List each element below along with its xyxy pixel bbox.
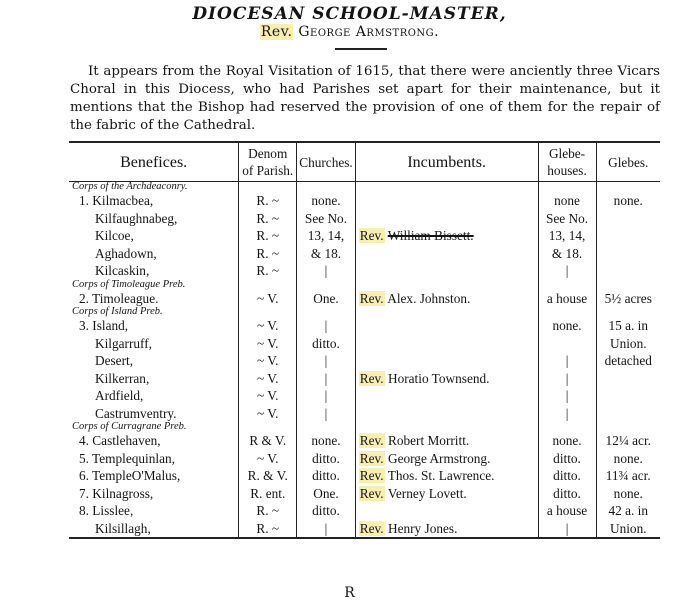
denom-cell <box>239 422 297 432</box>
benefice-cell: 4. Castlehaven, <box>79 433 161 448</box>
glebehouse-cell: ditto. <box>538 450 596 468</box>
schoolmaster-name: George Armstrong. <box>298 24 440 40</box>
incumbent-cell <box>355 387 538 405</box>
glebehouse-cell: | <box>538 370 596 388</box>
glebehouse-cell: | <box>538 262 596 280</box>
denom-cell: ~ V. <box>239 450 297 468</box>
table-row <box>69 387 660 405</box>
incumbent-name: William Bissett. <box>387 228 474 243</box>
glebehouse-cell: none. <box>538 432 596 450</box>
incumbent-cell <box>355 317 538 335</box>
denom-cell: R. ~ <box>239 210 297 228</box>
churches-cell: One. <box>297 485 356 503</box>
table-row <box>69 192 660 210</box>
rev-label: Rev. <box>359 433 384 448</box>
benefice-cell: 3. Island, <box>79 318 129 333</box>
glebehouse-cell: none <box>538 192 596 210</box>
glebe-cell: none. <box>596 192 660 210</box>
table-row <box>69 352 660 370</box>
col-glebehouses: Glebe-houses. <box>538 142 596 182</box>
churches-cell: | <box>297 370 356 388</box>
churches-cell: | <box>297 405 356 423</box>
churches-cell: | <box>297 317 356 335</box>
benefice-cell: Desert, <box>95 353 134 368</box>
glebe-cell: Union. <box>596 520 660 539</box>
table-row <box>69 405 660 423</box>
benefice-cell: Aghadown, <box>95 245 157 261</box>
denom-cell: ~ V. <box>239 352 297 370</box>
table-row <box>69 335 660 353</box>
glebehouse-cell <box>538 307 596 317</box>
page-subtitle <box>0 24 699 40</box>
title-rule <box>335 48 387 50</box>
benefice-cell: Castrumventry. <box>95 405 177 421</box>
denom-cell: ~ V. <box>239 317 297 335</box>
incumbent-cell <box>355 432 538 450</box>
glebehouse-cell: | <box>538 405 596 423</box>
glebe-cell <box>596 370 660 388</box>
table-row <box>69 227 660 245</box>
group-label: Corps of Timoleague Preb. <box>72 278 186 290</box>
denom-cell <box>239 182 297 193</box>
incumbent-cell <box>355 227 538 245</box>
table-row <box>69 467 660 485</box>
glebehouse-cell: none. <box>538 317 596 335</box>
churches-cell: | <box>297 262 356 280</box>
group-label: Corps of the Archdeaconry. <box>72 181 188 192</box>
churches-cell: ditto. <box>297 502 356 520</box>
churches-cell <box>297 182 356 193</box>
glebe-cell <box>596 422 660 432</box>
rev-label: Rev. <box>359 485 384 501</box>
churches-cell: none. <box>297 192 356 210</box>
glebe-cell: Union. <box>596 335 660 353</box>
glebe-cell: 5½ acres <box>596 290 660 308</box>
churches-cell: | <box>297 352 356 370</box>
glebehouse-cell: ditto. <box>538 467 596 485</box>
churches-cell: ditto. <box>297 450 356 468</box>
benefice-cell: 1. Kilmacbea, <box>79 193 154 208</box>
rev-label: Rev. <box>359 450 384 466</box>
glebe-cell <box>596 387 660 405</box>
churches-cell: One. <box>297 290 356 308</box>
benefice-cell: Kilsillagh, <box>69 520 239 539</box>
benefice-cell: Kilgarruff, <box>95 335 152 351</box>
glebehouse-cell: | <box>538 352 596 370</box>
glebehouse-cell: 13, 14, <box>538 227 596 245</box>
glebe-cell <box>596 280 660 290</box>
rev-label: Rev. <box>359 370 384 386</box>
churches-cell: See No. <box>297 210 356 228</box>
denom-cell <box>239 280 297 290</box>
benefice-cell: 7. Kilnagross, <box>79 485 154 501</box>
group-label: Corps of Island Preb. <box>72 306 163 317</box>
table-row <box>69 450 660 468</box>
benefice-cell: 2. Timoleague. <box>79 290 159 306</box>
intro-text: It appears from the Royal Visitation of 1615, that there were anciently three Vicars Choral in this Diocess, who had Parishes set apart for their maintenance, but it mentions that the Bishop had reserved the provision of one of them for the repair of the fabric of the Cathedral. <box>70 64 660 133</box>
group-row <box>69 307 660 317</box>
incumbent-cell <box>355 192 538 210</box>
glebehouse-cell: | <box>538 520 596 539</box>
table-row <box>69 290 660 308</box>
incumbent-cell <box>355 280 538 290</box>
denom-cell: R & V. <box>239 432 297 450</box>
glebe-cell <box>596 227 660 245</box>
churches-cell: | <box>297 520 356 539</box>
rev-label: Rev. <box>260 24 293 40</box>
incumbent-cell <box>355 520 538 539</box>
incumbent-cell <box>355 210 538 228</box>
glebe-cell <box>596 245 660 263</box>
table-header <box>69 142 660 182</box>
incumbent-cell <box>355 290 538 308</box>
denom-cell: R. ent. <box>239 485 297 503</box>
benefices-table <box>69 141 660 539</box>
table-row <box>69 210 660 228</box>
group-row <box>69 182 660 193</box>
glebe-cell: 11¾ acr. <box>596 467 660 485</box>
churches-cell: ditto. <box>297 467 356 485</box>
table-row <box>69 485 660 503</box>
denom-cell: R. ~ <box>239 520 297 539</box>
denom-cell: R. ~ <box>239 502 297 520</box>
benefice-cell: Kilcaskin, <box>95 263 150 278</box>
rev-label: Rev. <box>359 290 384 306</box>
incumbent-name: Verney Lovett. <box>387 485 467 501</box>
glebehouse-cell: a house <box>538 502 596 520</box>
rev-label: Rev. <box>359 468 384 483</box>
glebehouse-cell <box>538 335 596 353</box>
glebehouse-cell: | <box>538 387 596 405</box>
glebe-cell <box>596 262 660 280</box>
denom-cell: ~ V. <box>239 370 297 388</box>
incumbent-cell <box>355 182 538 193</box>
incumbent-name: Henry Jones. <box>387 520 458 536</box>
benefice-cell: Kilfaughnabeg, <box>95 210 178 226</box>
incumbent-name: Thos. St. Lawrence. <box>387 468 495 483</box>
col-benefices: Benefices. <box>69 142 239 182</box>
benefice-cell: 8. Lisslee, <box>79 503 134 518</box>
denom-cell: ~ V. <box>239 405 297 423</box>
rev-label: Rev. <box>359 520 384 536</box>
incumbent-cell <box>355 335 538 353</box>
glebe-cell <box>596 182 660 193</box>
table-row <box>69 317 660 335</box>
table-body <box>69 182 660 539</box>
benefice-cell: Kilcoe, <box>95 228 134 243</box>
col-churches: Churches. <box>297 142 356 182</box>
glebe-cell: 12¼ acr. <box>596 432 660 450</box>
churches-cell: 13, 14, <box>297 227 356 245</box>
incumbent-cell <box>355 485 538 503</box>
denom-cell: ~ V. <box>239 335 297 353</box>
table-row <box>69 370 660 388</box>
denom-cell: ~ V. <box>239 387 297 405</box>
glebe-cell: detached <box>596 352 660 370</box>
denom-cell: ~ V. <box>239 290 297 308</box>
glebe-cell: 15 a. in <box>596 317 660 335</box>
table-row <box>69 245 660 263</box>
incumbent-cell <box>355 307 538 317</box>
incumbent-cell <box>355 262 538 280</box>
churches-cell: & 18. <box>297 245 356 263</box>
glebe-cell: none. <box>596 450 660 468</box>
col-denom: Denom of Parish. <box>239 142 297 182</box>
glebehouse-cell <box>538 422 596 432</box>
incumbent-cell <box>355 450 538 468</box>
rev-label: Rev. <box>359 228 384 243</box>
glebehouse-cell: ditto. <box>538 485 596 503</box>
table-row <box>69 520 660 539</box>
group-row <box>69 422 660 432</box>
benefice-cell: Ardfield, <box>95 388 144 403</box>
table-row <box>69 262 660 280</box>
page-signature: R <box>344 585 355 601</box>
churches-cell <box>297 280 356 290</box>
churches-cell <box>297 307 356 317</box>
incumbent-name: Horatio Townsend. <box>387 370 490 386</box>
denom-cell <box>239 307 297 317</box>
glebe-cell: none. <box>596 485 660 503</box>
incumbent-name: Alex. Johnston. <box>387 290 471 306</box>
denom-cell: R. ~ <box>239 245 297 263</box>
glebe-cell <box>596 307 660 317</box>
incumbent-cell <box>355 467 538 485</box>
incumbent-cell <box>355 405 538 423</box>
benefice-cell: Kilkerran, <box>95 370 150 386</box>
glebehouse-cell <box>538 182 596 193</box>
glebehouse-cell <box>538 280 596 290</box>
churches-cell: ditto. <box>297 335 356 353</box>
incumbent-cell <box>355 352 538 370</box>
glebehouse-cell: & 18. <box>538 245 596 263</box>
churches-cell: | <box>297 387 356 405</box>
denom-cell: R. ~ <box>239 262 297 280</box>
incumbent-cell <box>355 422 538 432</box>
glebehouse-cell: See No. <box>538 210 596 228</box>
incumbent-name: George Armstrong. <box>387 450 491 466</box>
glebe-cell <box>596 405 660 423</box>
group-row <box>69 280 660 290</box>
glebe-cell: 42 a. in <box>596 502 660 520</box>
churches-cell <box>297 422 356 432</box>
denom-cell: R. ~ <box>239 192 297 210</box>
page-title: DIOCESAN SCHOOL-MASTER, <box>192 4 507 24</box>
col-incumbents: Incumbents. <box>355 142 538 182</box>
glebe-cell <box>596 210 660 228</box>
col-glebes: Glebes. <box>596 142 660 182</box>
denom-cell: R. ~ <box>239 227 297 245</box>
benefice-cell: 5. Templequinlan, <box>79 450 175 466</box>
table-row <box>69 432 660 450</box>
table-row <box>69 502 660 520</box>
intro-paragraph <box>70 63 660 135</box>
incumbent-name: Robert Morritt. <box>387 433 470 448</box>
incumbent-cell <box>355 370 538 388</box>
glebehouse-cell: a house <box>538 290 596 308</box>
incumbent-cell <box>355 245 538 263</box>
incumbent-cell <box>355 502 538 520</box>
churches-cell: none. <box>297 432 356 450</box>
benefice-cell: 6. TempleO'Malus, <box>79 468 181 483</box>
group-label: Corps of Curragrane Preb. <box>72 421 187 432</box>
denom-cell: R. & V. <box>239 467 297 485</box>
